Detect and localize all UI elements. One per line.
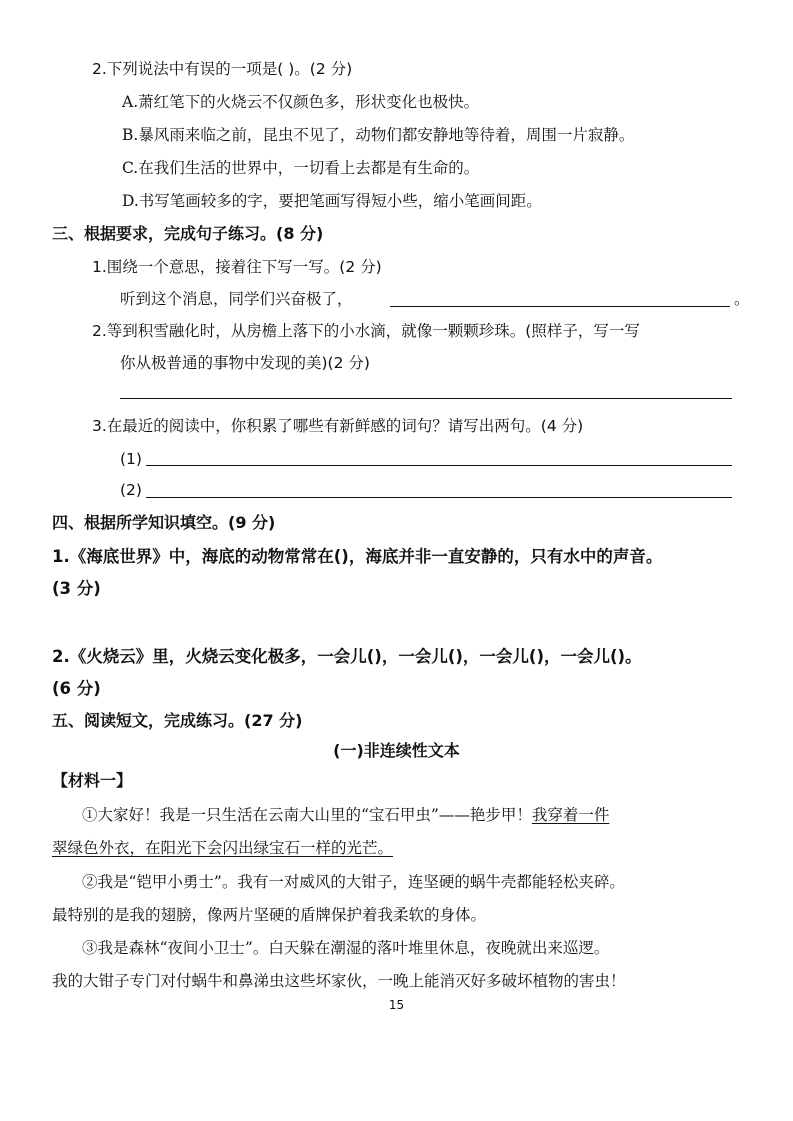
option-d: D.书写笔画较多的字，要把笔画写得短小些，缩小笔画间距。: [122, 192, 542, 210]
s3-question-2-line-2: 你从极普通的事物中发现的美)(2 分): [120, 354, 370, 372]
option-b: B.暴风雨来临之前，昆虫不见了，动物们都安静地等待着，周围一片寂静。: [122, 126, 635, 144]
option-a: A.萧红笔下的火烧云不仅颜色多，形状变化也极快。: [122, 93, 480, 111]
answer-line-s3q1[interactable]: [390, 306, 730, 307]
section-4-heading: 四、根据所学知识填空。(9 分): [52, 513, 276, 532]
prompt-text: 听到这个消息，同学们兴奋极了，: [120, 290, 353, 308]
answer-line-s3q2[interactable]: [120, 398, 732, 399]
s3-question-3-item-2: (2): [120, 481, 142, 499]
s3-question-3-item-1: (1): [120, 450, 142, 468]
section-5-subtitle: (一)非连续性文本: [333, 741, 460, 760]
material-label: 【材料一】: [52, 771, 133, 790]
paragraph-1-text: ①大家好！我是一只生活在云南大山里的“宝石甲虫”——艳步甲！: [82, 806, 532, 824]
page-number: 15: [388, 998, 405, 1012]
paragraph-2-line-1: ②我是“铠甲小勇士”。我有一对威风的大钳子，连坚硬的蜗牛壳都能轻松夹碎。: [82, 873, 625, 891]
s4-question-2-line-1: 2.《火烧云》里，火烧云变化极多，一会儿()，一会儿()，一会儿()，一会儿()。: [52, 647, 642, 666]
question-2-stem: 2.下列说法中有误的一项是( )。(2 分): [92, 60, 353, 78]
paragraph-3-line-1: ③我是森林“夜间小卫士”。白天躲在潮湿的落叶堆里休息，夜晚就出来巡逻。: [82, 939, 610, 957]
s4-question-1-line-1: 1.《海底世界》中，海底的动物常常在()，海底并非一直安静的，只有水中的声音。: [52, 547, 663, 566]
paragraph-2-line-2: 最特别的是我的翅膀，像两片坚硬的盾牌保护着我柔软的身体。: [52, 906, 487, 924]
paragraph-1-underlined-start: 我穿着一件: [531, 806, 610, 824]
s4-question-1-line-2: (3 分): [52, 579, 101, 598]
s4-question-2-line-2: (6 分): [52, 679, 101, 698]
s3-question-1-prompt: [120, 288, 353, 310]
answer-line-s3q3-1[interactable]: [146, 465, 732, 466]
answer-line-s3q3-2[interactable]: [146, 497, 732, 498]
section-5-heading: 五、阅读短文，完成练习。(27 分): [52, 711, 303, 730]
s3-question-1-stem: 1.围绕一个意思，接着往下写一写。(2 分): [92, 258, 382, 276]
section-3-heading: 三、根据要求，完成句子练习。(8 分): [52, 224, 324, 243]
option-c: C.在我们生活的世界中，一切看上去都是有生命的。: [122, 159, 480, 177]
s3-question-1-end: 。: [734, 290, 750, 308]
s3-question-2-line-1: 2.等到积雪融化时，从房檐上落下的小水滴，就像一颗颗珍珠。(照样子，写一写: [92, 322, 640, 340]
paragraph-3-line-2: 我的大钳子专门对付蜗牛和鼻涕虫这些坏家伙，一晚上能消灭好多破坏植物的害虫！: [52, 972, 626, 990]
paragraph-1-underlined-end: 翠绿色外衣，在阳光下会闪出绿宝石一样的光芒。: [52, 839, 394, 857]
s3-question-3-stem: 3.在最近的阅读中，你积累了哪些有新鲜感的词句？请写出两句。(4 分): [92, 417, 584, 435]
paragraph-1-line-1: [82, 804, 609, 826]
